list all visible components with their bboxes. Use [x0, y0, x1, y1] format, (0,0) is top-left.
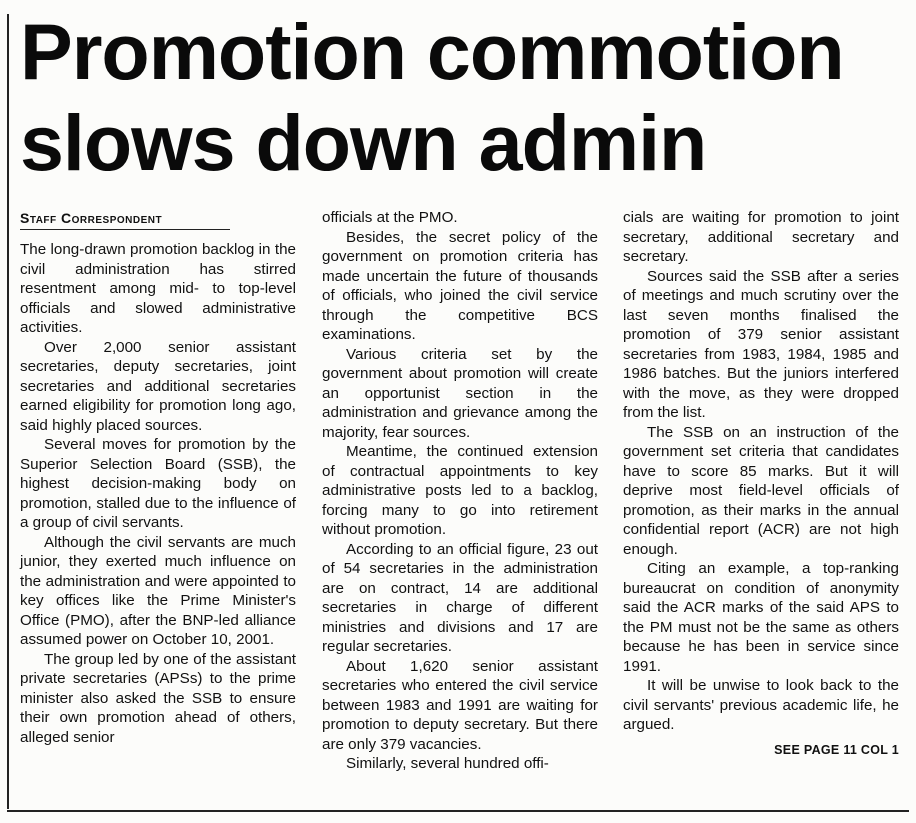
paragraph: Similarly, several hundred offi- — [346, 755, 549, 772]
paragraph: According to an official figure, 23 out of 54 secretaries in the administration are on contract, 14 are additional secretaries in charge of different ministries and divisions and 17 are regular secretaries. — [322, 540, 598, 655]
paragraph: Sources said the SSB after a series of meetings and much scrutiny over the last seven months finalised the promotion of 379 senior assistant secretaries from 1983, 1984, 1985 and 1986 batches. But the juniors interfered with the move, as they were dropped from the list. — [623, 267, 899, 421]
paragraph: Besides, the secret policy of the government on promotion criteria has made uncertain the future of thousands of officials, who joined the civil service through the competitive BCS examinations. — [322, 228, 598, 343]
article-column-1 — [20, 208, 296, 747]
paragraph: It will be unwise to look back to the civil servants' previous academic life, he argued. — [623, 677, 899, 733]
paragraph: Over 2,000 senior assistant secretaries, deputy secretaries, joint secretaries and additional secretaries earned eligibility for promotion long ago, said highly placed sources. — [20, 338, 296, 434]
paragraph: About 1,620 senior assistant secretaries who entered the civil service between 1983 and 1991 are waiting for promotion to deputy secretary. But there are only 379 vacancies. — [322, 657, 598, 753]
headline-line-1: Promotion commotion — [20, 7, 844, 96]
paragraph: cials are waiting for promotion to joint secretary, additional secretary and secretary. — [623, 209, 899, 265]
paragraph: Meantime, the continued extension of contractual appointments to key administrative posts led to a backlog, forcing many to go into retirement without promotion. — [322, 443, 598, 538]
paragraph: The SSB on an instruction of the government set criteria that candidates have to score 85 marks. But it will deprive most field-level officials of promotion, as their marks in the annual confidential report (ACR) are not high enough. — [623, 423, 899, 558]
paragraph: Citing an example, a top-ranking bureaucrat on condition of anonymity said the ACR marks of the said APS to the PM must not be the same as others because he has been in service since 1991. — [623, 560, 899, 675]
headline-line-2: slows down admin — [20, 98, 707, 187]
continuation-line: SEE PAGE 11 COL 1 — [774, 742, 899, 757]
headline — [20, 6, 910, 188]
article-column-2 — [322, 208, 598, 774]
article-column-3 — [623, 208, 899, 760]
byline: Staff Correspondent — [20, 208, 230, 230]
paragraph: Although the civil servants are much junior, they exerted much influence on the administration and were appointed to key offices like the Prime Minister's Office (PMO), after the BNP-led alliance assumed power on October 10, 2001. — [20, 533, 296, 648]
left-column-rule — [7, 14, 9, 809]
paragraph: The group led by one of the assistant private secretaries (APSs) to the prime minister also asked the SSB to ensure their own promotion ahead of others, alleged senior — [20, 650, 296, 746]
paragraph: officials at the PMO. — [322, 209, 458, 226]
paragraph: Various criteria set by the government about promotion will create an opportunist section in the administration and grievance among the majority, fear sources. — [322, 345, 598, 441]
paragraph: Several moves for promotion by the Superior Selection Board (SSB), the highest decision-making body on promotion, stalled due to the influence of a group of civil servants. — [20, 436, 296, 531]
bottom-rule — [7, 810, 909, 812]
paragraph: The long-drawn promotion backlog in the civil administration has stirred resentment among mid- to top-level officials and slowed administrative activities. — [20, 241, 296, 336]
